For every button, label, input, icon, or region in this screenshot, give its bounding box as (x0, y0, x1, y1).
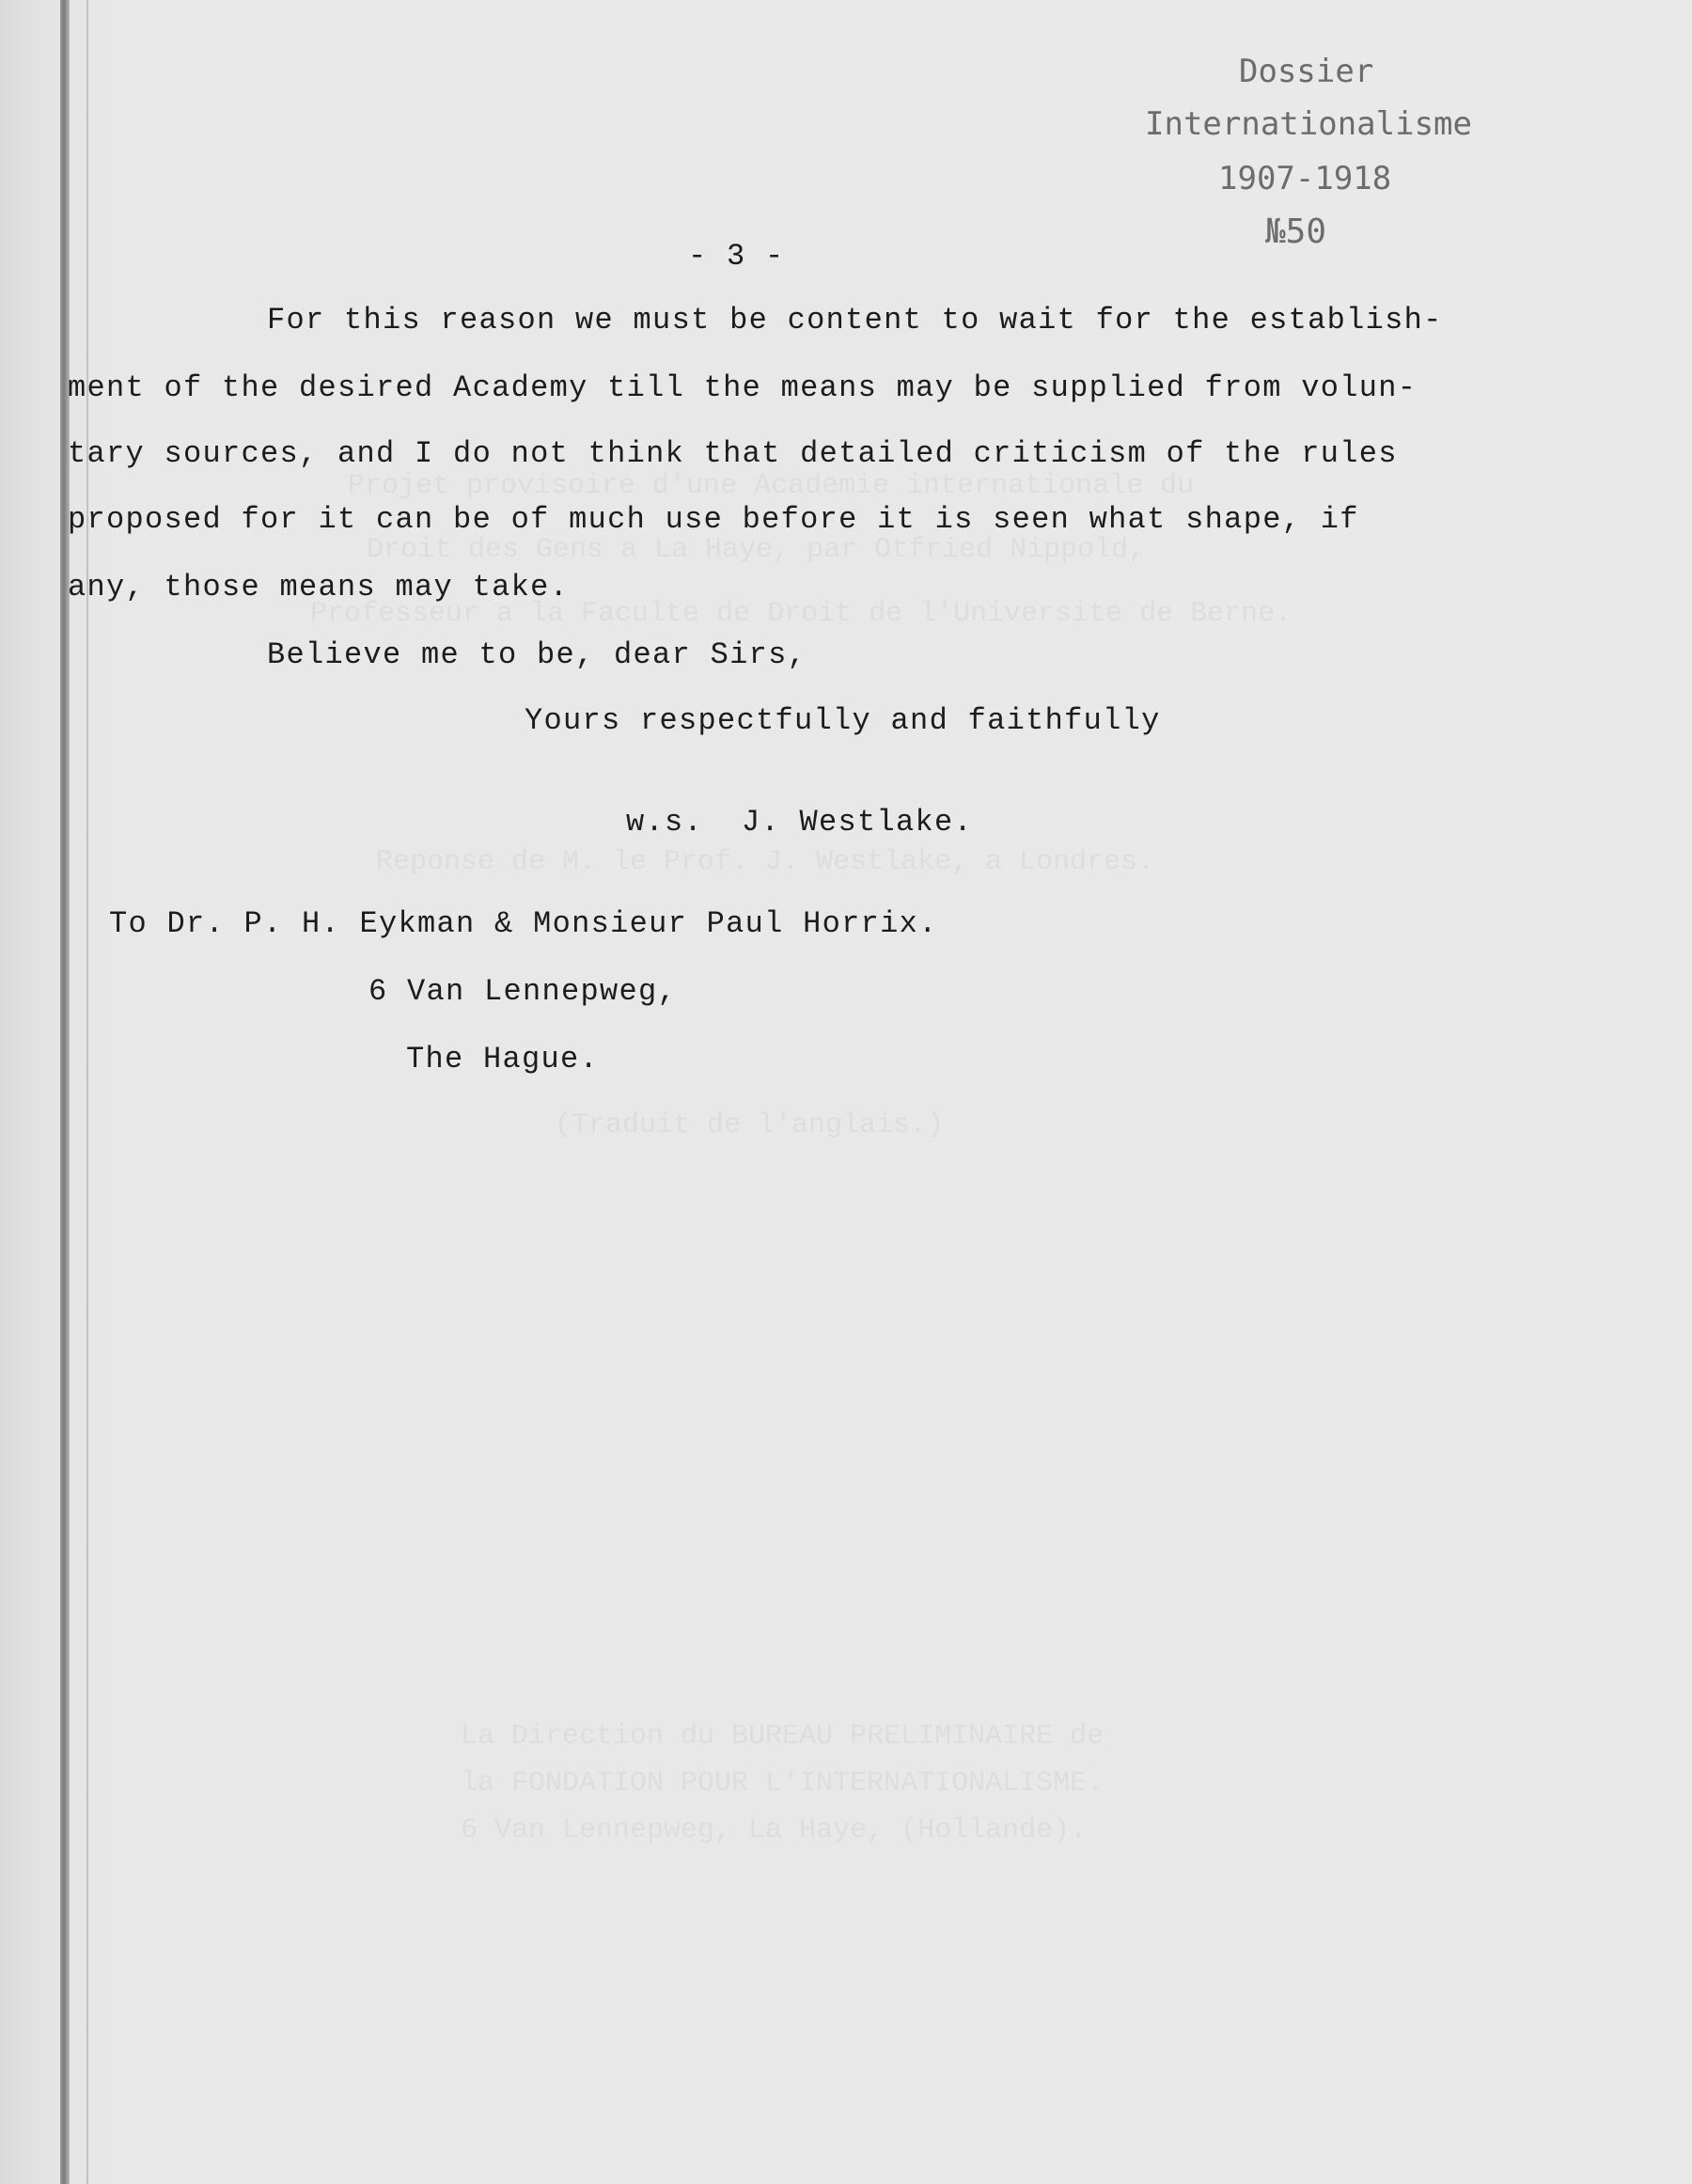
page-binding-edge (60, 0, 70, 2184)
bleed-through-text: Projet provisoire d'une Academie internationale du (348, 470, 1195, 502)
address-line: 6 Van Lennepweg, (368, 974, 678, 1009)
body-line: tary sources, and I do not think that detailed criticism of the rules (68, 436, 1398, 471)
body-line: ment of the desired Academy till the means may be supplied from volun- (68, 370, 1418, 405)
stamp-line: Internationalisme (1145, 105, 1472, 143)
closing-salutation: Believe me to be, dear Sirs, (267, 637, 807, 672)
address-line: To Dr. P. H. Eykman & Monsieur Paul Horrix. (109, 906, 938, 941)
page-fold-line (86, 0, 88, 2184)
stamp-line: 1907-1918 (1218, 160, 1392, 197)
bleed-through-text: Reponse de M. le Prof. J. Westlake, a Londres. (376, 846, 1155, 878)
body-line: proposed for it can be of much use before it is seen what shape, if (68, 502, 1359, 537)
page-number: - 3 - (688, 239, 785, 274)
signature: w.s. J. Westlake. (626, 805, 974, 840)
bleed-through-text: 6 Van Lennepweg, La Haye, (Hollande). (461, 1815, 1088, 1846)
stamp-line: Dossier (1239, 53, 1374, 90)
stamp-line: №50 (1265, 212, 1327, 251)
body-line: any, those means may take. (68, 570, 570, 605)
body-line: For this reason we must be content to wait for the establish- (267, 303, 1443, 338)
address-line: The Hague. (406, 1042, 600, 1076)
bleed-through-text: Professeur a la Faculte de Droit de l'Universite de Berne. (310, 598, 1292, 630)
bleed-through-text: (Traduit de l'anglais.) (555, 1109, 945, 1141)
bleed-through-text: Droit des Gens a La Haye, par Otfried Nippold, (367, 534, 1146, 566)
bleed-through-text: la FONDATION POUR L'INTERNATIONALISME. (461, 1768, 1104, 1799)
closing-valediction: Yours respectfully and faithfully (525, 703, 1161, 738)
bleed-through-text: La Direction du BUREAU PRELIMINAIRE de (461, 1720, 1104, 1752)
